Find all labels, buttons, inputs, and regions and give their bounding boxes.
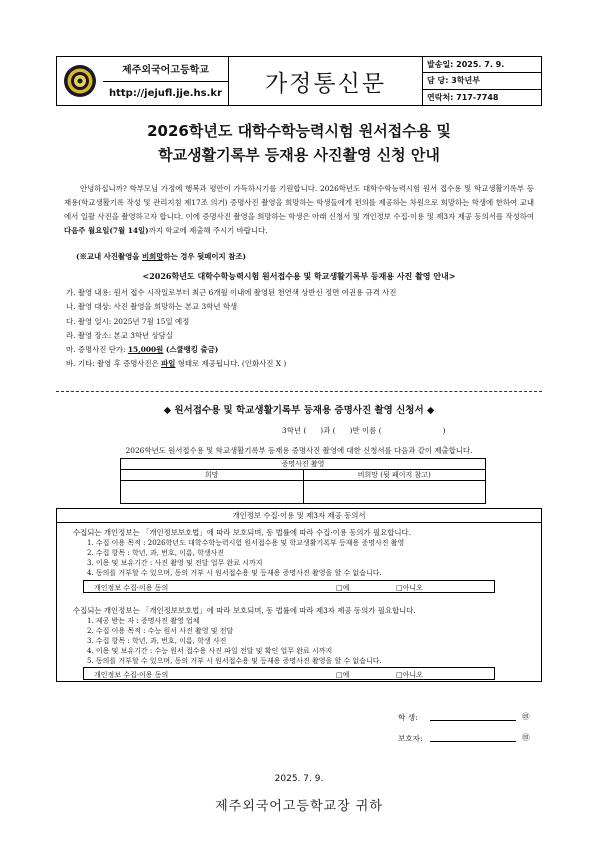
consent-no-checkbox[interactable]: □아니오 bbox=[396, 583, 423, 592]
main-title-line2: 학교생활기록부 등재용 사진촬영 신청 안내 bbox=[158, 146, 440, 164]
list-item: 2. 수집 항목 : 학년, 과, 번호, 이름, 학생사진 bbox=[87, 549, 225, 557]
table-header: 증명사진 촬영 bbox=[121, 459, 486, 470]
guardian-sign-label: 보호자: bbox=[398, 734, 423, 743]
department: 담 당: 3학년부 bbox=[423, 72, 541, 88]
guide-item-cost: 마. 증명사진 단가: 15,000원 (스쿨뱅킹 출금) bbox=[66, 345, 219, 355]
notice-type-title: 가정통신문 bbox=[229, 57, 423, 105]
list-item: 4. 이용 및 보유기간 : 수능 원서 접수용 사진 파일 전달 및 확인 업무 완료 시까지 bbox=[87, 647, 333, 655]
consent-form bbox=[56, 508, 542, 682]
guide-item: 다. 촬영 일시: 2025년 7월 15일 예정 bbox=[66, 316, 190, 326]
guide-item: 나. 촬영 대상: 사진 촬영을 희망하는 본교 3학년 학생 bbox=[66, 302, 238, 312]
guide-section-title: <2026학년도 대학수학능력시험 원서접수용 및 학교생활기록부 등재용 사진 촬영 안내> bbox=[142, 271, 456, 281]
intro-paragraph bbox=[64, 182, 534, 238]
consent-title: 개인정보 수집·이용 및 제3자 제공 동의서 bbox=[57, 509, 541, 523]
school-name: 제주외국어고등학교 bbox=[103, 57, 228, 82]
consent-para2: 수집되는 개인정보는 「개인정보보호법」에 따라 보호되며, 동 법률에 따라 제3자 제공 동의가 필요합니다. bbox=[73, 606, 416, 615]
application-description: 2026학년도 원서접수용 및 학교생활기록부 등재용 증명사진 촬영에 대한 신청서를 다음과 같이 제출합니다. bbox=[125, 446, 473, 455]
list-item: 4. 동의를 거부할 수 있으며, 동의 거부 시 원서접수용 및 등재용 증명사진 촬영을 할 수 없습니다. bbox=[87, 569, 382, 577]
consent-list2 bbox=[87, 616, 382, 666]
consent-box-label: 개인정보 수집·이용 동의 bbox=[94, 583, 169, 592]
consent-box2 bbox=[83, 667, 495, 680]
student-sign-label: 학 생: bbox=[398, 713, 418, 722]
list-item: 5. 동의를 거부할 수 있으며, 동의 거부 시 원서접수용 및 등재용 증명사진 촬영을 할 수 없습니다. bbox=[87, 657, 382, 665]
header-info-block bbox=[423, 57, 541, 105]
col-hope: 희망 bbox=[121, 470, 304, 481]
nonhope-cell[interactable] bbox=[303, 481, 486, 504]
deadline-text: 다음주 월요일(7월 14일) bbox=[64, 226, 149, 235]
student-seal-mark: ㊞ bbox=[522, 712, 530, 721]
closing-recipient: 제주외국어고등학교장 귀하 bbox=[215, 799, 383, 814]
guide-item: 라. 촬영 장소: 본교 3학년 상담실 bbox=[66, 330, 173, 340]
intro-text-end: 까지 학교에 제출해 주시기 바랍니다. bbox=[148, 226, 268, 235]
consent-box1 bbox=[83, 580, 495, 593]
school-url: http://jejufl.jje.hs.kr bbox=[109, 87, 222, 99]
header-box bbox=[56, 56, 542, 106]
intro-text: 안녕하십니까? 학부모님 가정에 행복과 평안이 가득하시기를 기원합니다. 2026학년도 대학수학능력시험 원서 접수용 및 학교생활기록부 등재용(학교생활기록 작성 및 관리지침 제17조 의거) 증명사진 촬영을 희망하는 학생들에게 편의를 제공하는 차원으로 희망하는 학생에 한하여 교내에서 일괄 사진을 촬영하고자 합니다. 이에 증명사진 촬영을 희망하는 학생은 아래 신청서 및 개인정보 수집·이용 및 제3자 제공 동의서를 작성하여 bbox=[64, 184, 534, 221]
guardian-sign-line[interactable] bbox=[430, 741, 516, 742]
application-title: ◆ 원서접수용 및 학교생활기록부 등재용 증명사진 촬영 신청서 ◆ bbox=[163, 405, 435, 416]
cut-line-divider bbox=[56, 391, 542, 392]
consent-yes-checkbox[interactable]: □예 bbox=[336, 583, 350, 592]
list-item: 1. 제공 받는 자 : 증명사진 촬영 업체 bbox=[87, 617, 200, 625]
header-school-block bbox=[57, 57, 229, 105]
list-item: 3. 이용 및 보유기간 : 사진 촬영 및 전달 업무 완료 시까지 bbox=[87, 559, 263, 567]
issue-date: 발송일: 2025. 7. 9. bbox=[427, 60, 505, 70]
list-item: 1. 수집 이용 목적 : 2026학년도 대학수학능력시험 원서접수용 및 학교생활기록부 등재용 증명사진 촬영 bbox=[87, 539, 405, 547]
consent-yes-checkbox[interactable]: □예 bbox=[336, 670, 350, 679]
consent-box-label: 개인정보 수집·이용 동의 bbox=[94, 670, 169, 679]
col-nonhope: 비희망 (뒷 페이지 참고) bbox=[303, 470, 486, 481]
list-item: 3. 수집 항목 : 학년, 과, 번호, 이름, 학생 사진 bbox=[87, 637, 227, 645]
consent-para1: 수집되는 개인정보는 「개인정보보호법」에 따라 보호되며, 동 법률에 따라 수집·이용 동의가 필요합니다. bbox=[73, 528, 412, 537]
student-sign-line[interactable] bbox=[430, 720, 516, 721]
hope-cell[interactable] bbox=[121, 481, 304, 504]
contact-phone: 연락처: 717-7748 bbox=[423, 89, 541, 105]
guardian-seal-mark: ㊞ bbox=[522, 733, 530, 742]
guide-item: 가. 촬영 내용: 원서 접수 시작일로부터 최근 6개월 이내에 촬영된 천연색 상반신 정면 여권용 규격 사진 bbox=[66, 288, 397, 297]
student-info-fill-line[interactable]: 3학년 ( )과 ( )반 이름 ( ) bbox=[282, 426, 446, 435]
issue-date-footer: 2025. 7. 9. bbox=[274, 774, 324, 784]
consent-no-checkbox[interactable]: □아니오 bbox=[396, 670, 423, 679]
consent-list1 bbox=[87, 538, 404, 578]
school-seal-icon bbox=[63, 64, 97, 98]
photo-choice-table bbox=[120, 458, 486, 504]
guide-item-other: 바. 기타: 촬영 후 증명사진은 파일 형태로 제공됩니다. (인화사진 X ) bbox=[66, 359, 287, 369]
main-title-line1: 2026학년도 대학수학능력시험 원서접수용 및 bbox=[147, 122, 451, 140]
school-seal-logo bbox=[57, 57, 103, 105]
guide-item-list bbox=[66, 286, 536, 372]
list-item: 2. 수집 이용 목적 : 수능 원서 사진 촬영 및 전달 bbox=[87, 627, 234, 635]
nonhope-note: (※교내 사진촬영을 비희망하는 경우 뒷페이지 참조) bbox=[76, 252, 247, 261]
